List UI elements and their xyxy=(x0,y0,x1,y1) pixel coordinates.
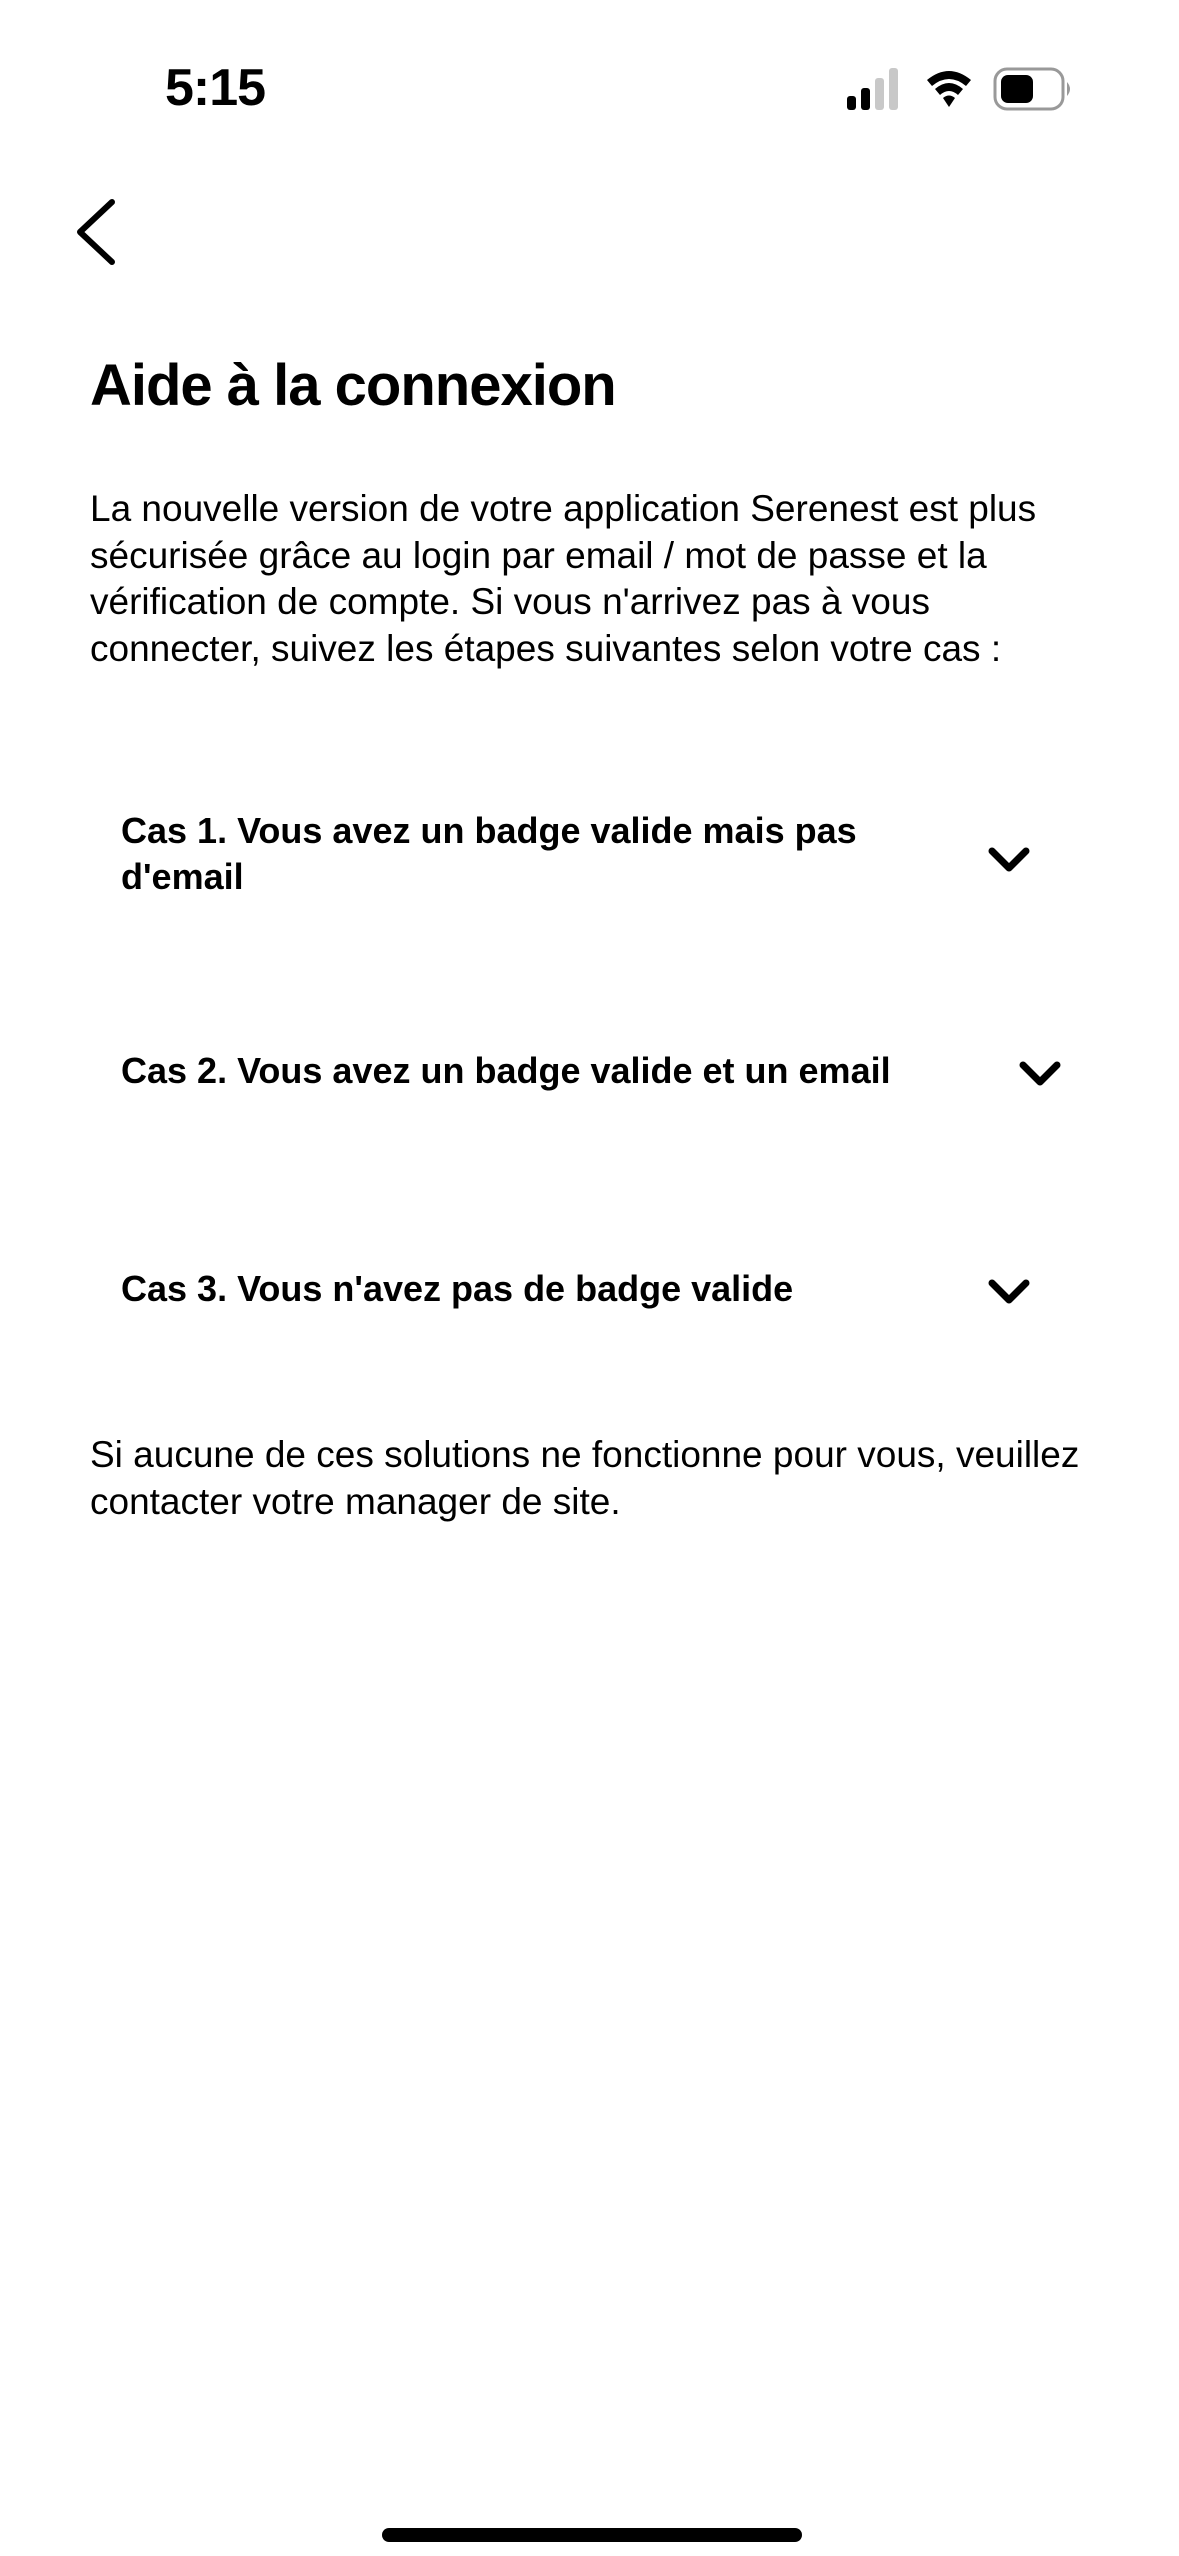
intro-text: La nouvelle version de votre application Serenest est plus sécurisée grâce au login par email / mot de passe et la vérification de compte. Si vous n'arrivez pas à vous connecter, suivez les étapes suivantes selon votre cas : xyxy=(90,488,1037,670)
status-icons xyxy=(845,66,1085,112)
status-time: 5:15 xyxy=(165,59,266,117)
home-indicator[interactable] xyxy=(382,2528,802,2542)
chevron-down-icon xyxy=(1018,1060,1062,1088)
footer-text: Si aucune de ces solutions ne fonctionne pour vous, veuillez contacter votre manager de site. xyxy=(90,1434,1080,1522)
case-label: Cas 3. Vous n'avez pas de badge valide xyxy=(121,1268,794,1309)
chevron-down-icon xyxy=(987,846,1031,874)
accordion-case-3[interactable] xyxy=(121,1266,1021,1312)
chevron-down-icon xyxy=(987,1278,1031,1306)
chevron-left-icon xyxy=(62,190,132,274)
back-button[interactable] xyxy=(62,190,132,274)
case-label: Cas 1. Vous avez un badge valide mais pas d'email xyxy=(121,810,857,897)
accordion-case-1[interactable] xyxy=(121,808,951,900)
wifi-icon xyxy=(927,71,971,107)
case-label: Cas 2. Vous avez un badge valide et un email xyxy=(121,1050,891,1091)
battery-icon xyxy=(995,69,1070,109)
page-title: Aide à la connexion xyxy=(90,353,616,418)
signal-icon xyxy=(847,68,898,110)
accordion-case-2[interactable] xyxy=(121,1048,1021,1094)
